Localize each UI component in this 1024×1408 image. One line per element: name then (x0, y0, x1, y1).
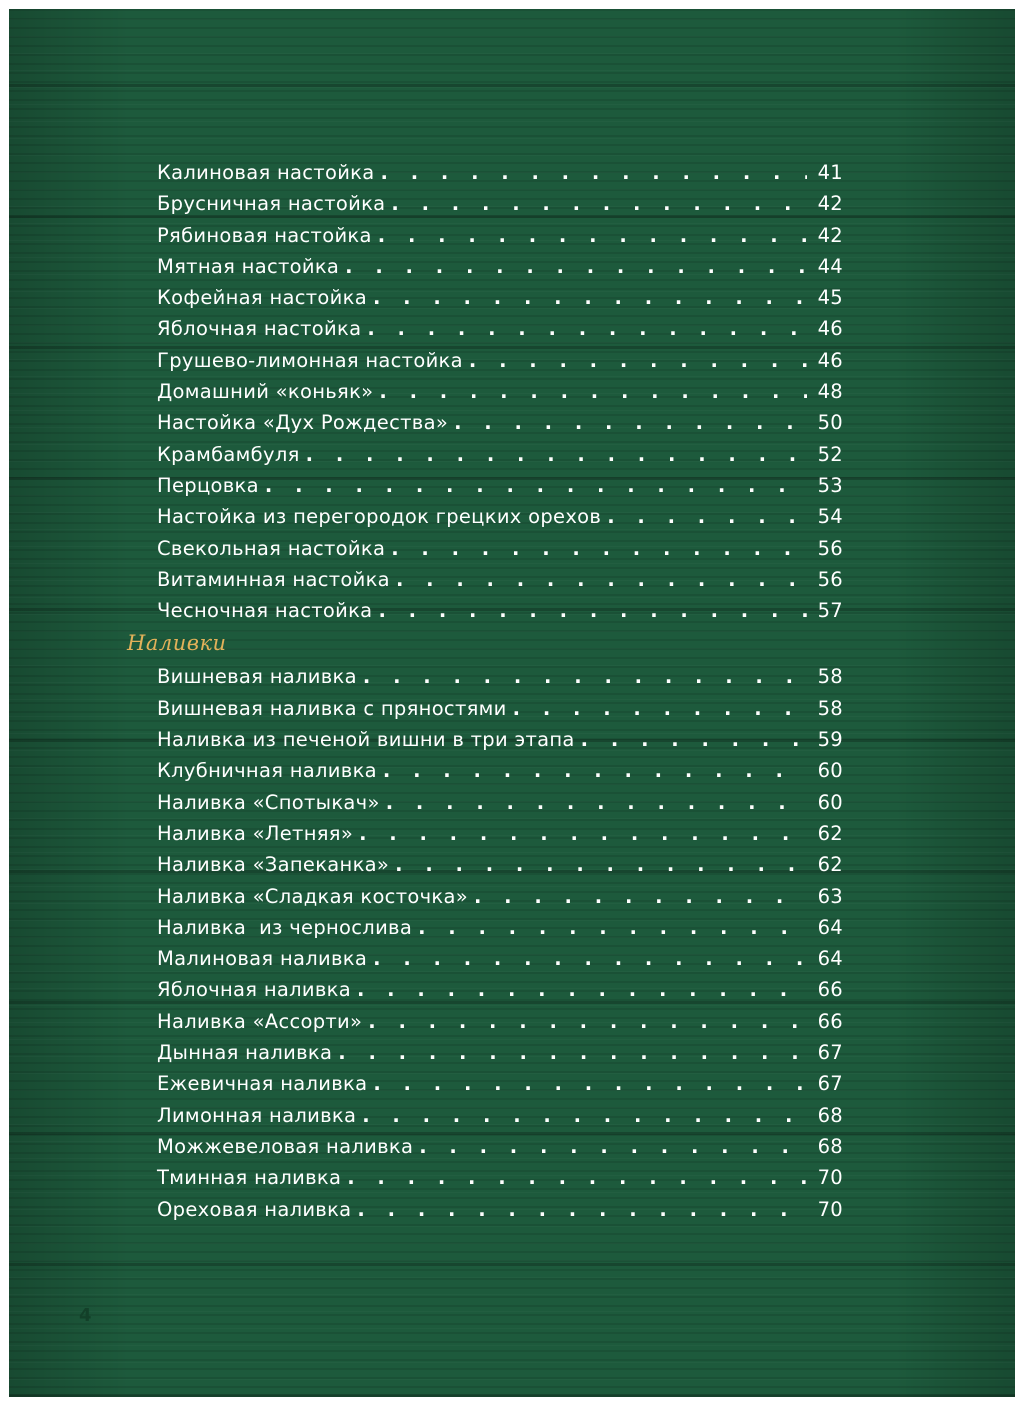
toc-entry-title: Наливка из чернослива (157, 915, 413, 939)
toc-entry-title: Чесночная настойка (157, 599, 373, 623)
toc-entry-page: 68 (817, 1103, 843, 1127)
dot-leader (396, 564, 807, 595)
dot-leader (381, 157, 808, 188)
dot-leader (395, 849, 807, 880)
toc-entry-page: 48 (817, 380, 843, 404)
toc-entry-page: 64 (817, 947, 843, 971)
toc-entry-title: Дынная наливка (157, 1041, 333, 1065)
toc-entry-title: Грушево-лимонная настойка (157, 348, 463, 372)
toc-entry-title: Свекольная настойка (157, 536, 386, 560)
toc-entry-page: 62 (817, 853, 843, 877)
toc-entry-title: Наливка «Ассорти» (157, 1009, 363, 1033)
dot-leader (379, 376, 807, 407)
toc-entry-title: Калиновая настойка (157, 161, 375, 184)
toc-entry-title: Вишневая наливка (157, 665, 357, 689)
toc-entry-title: Домашний «коньяк» (157, 380, 374, 404)
toc-entry-title: Яблочная настойка (157, 317, 362, 341)
toc-entry-page: 44 (817, 254, 843, 278)
dot-leader (373, 282, 807, 313)
toc-entry-page: 63 (817, 884, 843, 908)
toc-entry-title: Ежевичная наливка (157, 1072, 368, 1096)
toc-entry (157, 470, 843, 501)
toc-entry-page: 66 (817, 1009, 843, 1033)
toc-entry (157, 407, 843, 438)
toc-entry-title: Наливка «Летняя» (157, 821, 354, 845)
toc-entry-title: Лимонная наливка (157, 1103, 357, 1127)
toc-entry (157, 881, 843, 912)
toc-entry-page: 42 (817, 192, 843, 216)
dot-leader (418, 912, 807, 943)
page-number: 4 (79, 1305, 92, 1326)
dot-leader (368, 1006, 807, 1037)
toc-entry-title: Можжевеловая наливка (157, 1134, 414, 1158)
dot-leader (419, 1131, 807, 1162)
toc-entry-title: Вишневая наливка с пряностями (157, 696, 507, 720)
section-heading: Наливки (127, 631, 227, 656)
toc-entry (157, 787, 843, 818)
toc-entry-page: 45 (817, 286, 843, 310)
toc-entry (157, 564, 843, 595)
table-of-contents (127, 157, 843, 1225)
toc-entry (157, 313, 843, 344)
toc-entry (157, 595, 843, 626)
toc-entry-title: Клубничная наливка (157, 759, 377, 783)
toc-entry (157, 1006, 843, 1037)
dot-leader (265, 470, 807, 501)
toc-entry-page: 67 (817, 1041, 843, 1065)
toc-entry-title: Наливка «Запеканка» (157, 853, 390, 877)
toc-entry-page: 68 (817, 1134, 843, 1158)
toc-entry-page: 60 (817, 790, 843, 814)
toc-entry-page: 62 (817, 821, 843, 845)
toc-entry-page: 64 (817, 915, 843, 939)
toc-entry-page: 54 (817, 505, 843, 529)
toc-entry (157, 157, 843, 188)
toc-entry (157, 501, 843, 532)
dot-leader (513, 693, 807, 724)
toc-entry-page: 60 (817, 759, 843, 783)
toc-entry-page: 50 (817, 411, 843, 435)
dot-leader (338, 1037, 807, 1068)
toc-entry (157, 1100, 843, 1131)
dot-leader (607, 501, 807, 532)
dot-leader (359, 818, 807, 849)
toc-entry-title: Кофейная настойка (157, 286, 367, 310)
toc-entry (157, 251, 843, 282)
toc-entry-page: 58 (817, 665, 843, 689)
dot-leader (363, 661, 807, 692)
toc-entry-page: 56 (817, 567, 843, 591)
dot-leader (373, 943, 807, 974)
toc-entry (157, 439, 843, 470)
toc-entry-title: Настойка «Дух Рождества» (157, 411, 449, 435)
toc-entry (157, 282, 843, 313)
dot-leader (357, 974, 807, 1005)
toc-entry (157, 849, 843, 880)
toc-entry (157, 912, 843, 943)
dot-leader (362, 1100, 807, 1131)
toc-entry-page: 67 (817, 1072, 843, 1096)
dot-leader (347, 1162, 807, 1193)
toc-entry-title: Малиновая наливка (157, 947, 368, 971)
toc-entry-page: 58 (817, 696, 843, 720)
toc-entry (157, 693, 843, 724)
toc-entry (157, 345, 843, 376)
toc-entry-title: Наливка «Сладкая косточка» (157, 884, 468, 908)
toc-entry (157, 1037, 843, 1068)
toc-entry (157, 818, 843, 849)
toc-entry-title: Наливка из печеной вишни в три этапа (157, 728, 575, 752)
toc-entry (157, 974, 843, 1005)
toc-entry-title: Брусничная настойка (157, 192, 386, 216)
toc-entry-title: Настойка из перегородок грецких орехов (157, 505, 602, 529)
toc-entry (157, 1131, 843, 1162)
toc-entry (157, 724, 843, 755)
dot-leader (391, 533, 807, 564)
toc-entry (157, 220, 843, 251)
toc-entry-page: 57 (817, 599, 843, 623)
dot-leader (386, 787, 807, 818)
toc-entry (157, 755, 843, 786)
toc-entry-title: Рябиновая настойка (157, 223, 372, 247)
toc-entry-title: Перцовка (157, 473, 259, 497)
toc-entry-page: 70 (817, 1197, 843, 1221)
toc-entry-page: 42 (817, 223, 843, 247)
toc-entry (157, 1194, 843, 1225)
toc-entry (157, 533, 843, 564)
toc-entry-title: Наливка «Спотыкач» (157, 790, 380, 814)
toc-entry-page: 46 (817, 348, 843, 372)
dot-leader (345, 251, 807, 282)
toc-entry-title: Ореховая наливка (157, 1197, 352, 1221)
toc-entry (157, 661, 843, 692)
toc-entry-page: 70 (817, 1166, 843, 1190)
toc-entry-page: 53 (817, 473, 843, 497)
toc-entry-page: 59 (817, 728, 843, 752)
toc-entry-page: 46 (817, 317, 843, 341)
dot-leader (383, 755, 807, 786)
toc-entry-page: 41 (817, 161, 843, 184)
dot-leader (391, 188, 807, 219)
toc-entry-title: Тминная наливка (157, 1166, 342, 1190)
dot-leader (474, 881, 807, 912)
toc-entry (157, 188, 843, 219)
toc-entry-page: 66 (817, 978, 843, 1002)
toc-entry (157, 376, 843, 407)
toc-entry-page: 56 (817, 536, 843, 560)
toc-entry-page: 52 (817, 442, 843, 466)
toc-entry-title: Крамбамбуля (157, 442, 300, 466)
dot-leader (357, 1194, 807, 1225)
dot-leader (306, 439, 807, 470)
dot-leader (378, 595, 807, 626)
dot-leader (454, 407, 807, 438)
dot-leader (469, 345, 807, 376)
toc-entry-title: Витаминная настойка (157, 567, 390, 591)
dot-leader (367, 313, 807, 344)
dot-leader (373, 1068, 807, 1099)
dot-leader (378, 220, 807, 251)
toc-entry-title: Мятная настойка (157, 254, 340, 278)
toc-entry (157, 1068, 843, 1099)
book-page (9, 9, 1015, 1397)
toc-entry (157, 943, 843, 974)
dot-leader (581, 724, 807, 755)
toc-entry-title: Яблочная наливка (157, 978, 351, 1002)
toc-entry (157, 1162, 843, 1193)
